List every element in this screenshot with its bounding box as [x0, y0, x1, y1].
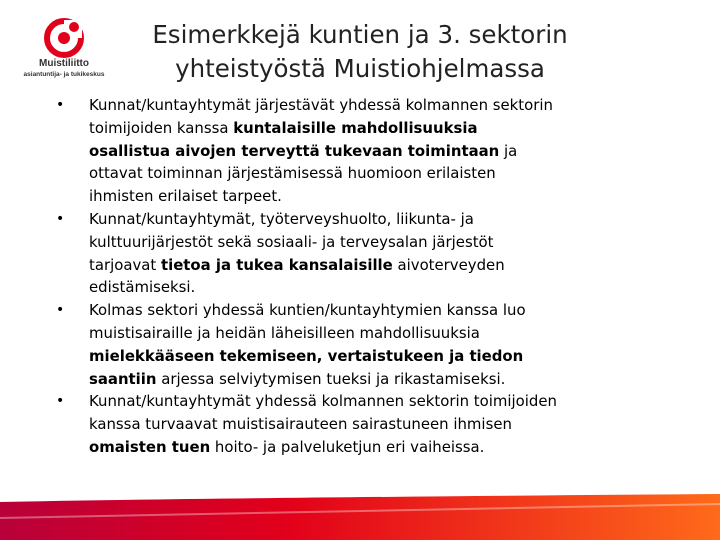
bullet-text: toimijoiden kanssa [89, 118, 234, 137]
bullet-line [89, 117, 680, 140]
bullet-line [89, 322, 680, 345]
bullet-text: muistisairaille ja heidän läheisilleen mahdollisuuksia [89, 323, 480, 342]
bullet-line [89, 390, 680, 413]
bullet-text-bold: mielekkääseen tekemiseen, vertaistukeen ja tiedon [89, 346, 524, 365]
bullet-list [40, 94, 680, 459]
slide-title-line-2: yhteistyöstä Muistiohjelmassa [175, 54, 545, 83]
logo-mark-icon [44, 18, 84, 58]
bullet-text: ihmisten erilaiset tarpeet. [89, 187, 282, 206]
footer-decoration [0, 488, 720, 540]
bullet-text-bold: osallistua aivojen terveyttä tukevaan toimintaan [89, 141, 500, 160]
bullet-item [40, 390, 680, 458]
bullet-dot: • [56, 210, 65, 227]
bullet-line [89, 208, 680, 231]
bullet-line [89, 413, 680, 436]
bullet-line [89, 299, 680, 322]
slide-title [100, 18, 620, 86]
bullet-text-bold: tietoa ja tukea kansalaisille [160, 255, 393, 274]
bullet-text: Kolmas sektori yhdessä kuntien/kuntayhtymien kanssa luo [89, 301, 526, 320]
bullet-text: arjessa selviytymisen tueksi ja rikastamiseksi. [156, 369, 506, 388]
bullet-text: aivoterveyden [392, 255, 505, 274]
bullet-line [89, 368, 680, 391]
bullet-line [89, 162, 680, 185]
bullet-text: Kunnat/kuntayhtymät järjestävät yhdessä kolmannen sektorin [89, 96, 553, 114]
bullet-text: tarjoavat [89, 255, 161, 274]
bullet-line [89, 254, 680, 277]
bullet-item [40, 94, 680, 208]
bullet-text: edistämiseksi. [89, 278, 196, 297]
bullet-line [89, 231, 680, 254]
bullet-text: Kunnat/kuntayhtymät yhdessä kolmannen sektorin toimijoiden [89, 392, 557, 411]
slide-title-line-1: Esimerkkejä kuntien ja 3. sektorin [152, 20, 568, 49]
bullet-line [89, 276, 680, 299]
bullet-item [40, 299, 680, 390]
bullet-text: kulttuurijärjestöt sekä sosiaali- ja terveysalan järjestöt [89, 232, 494, 251]
bullet-text: Kunnat/kuntayhtymät, työterveyshuolto, liikunta- ja [89, 209, 474, 228]
bullet-dot: • [56, 393, 65, 410]
bullet-text: ja [499, 141, 518, 160]
bullet-line [89, 345, 680, 368]
bullet-text: ottavat toiminnan järjestämisessä huomioon erilaisten [89, 164, 496, 183]
bullet-line [89, 94, 680, 117]
bullet-line [89, 436, 680, 459]
muistiliitto-logo [14, 18, 114, 80]
bullet-line [89, 140, 680, 163]
logo-name: Muistiliitto [39, 58, 89, 69]
bullet-line [89, 185, 680, 208]
logo-subtitle: asiantuntija- ja tukikeskus [23, 71, 105, 78]
bullet-text-bold: saantiin [89, 369, 157, 388]
bullet-text: hoito- ja palveluketjun eri vaiheissa. [210, 437, 485, 456]
bullet-text-bold: kuntalaisille mahdollisuuksia [233, 118, 478, 137]
bullet-dot: • [56, 302, 65, 319]
bullet-item [40, 208, 680, 299]
bullet-text: kanssa turvaavat muistisairauteen sairastuneen ihmisen [89, 415, 512, 434]
bullet-text-bold: omaisten tuen [89, 437, 211, 456]
bullet-dot: • [56, 97, 65, 113]
